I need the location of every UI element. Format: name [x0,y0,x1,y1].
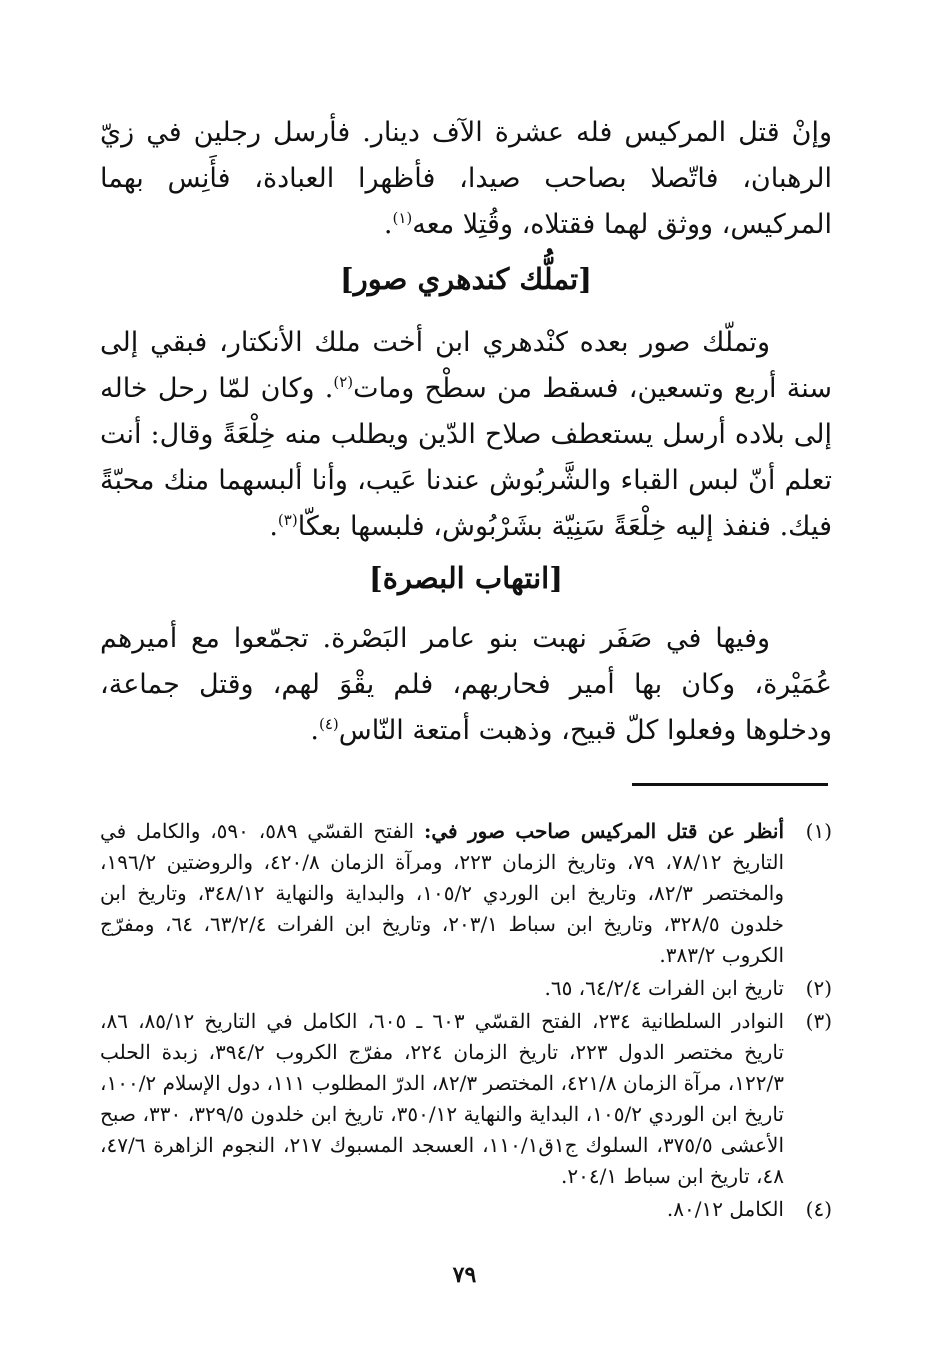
footnote-number: (١) [805,819,832,843]
footnote-ref-1: (١) [392,209,413,227]
paragraph-text: وتملّك صور بعده كنْدهري ابن أخت ملك الأنكتار، فبقي إلى سنة أربع وتسعين، فسقط من سطْح ومات [100,327,833,404]
footnote-separator [632,783,828,786]
footnote-number: (٢) [805,976,832,1000]
footnote-4 [100,1194,832,1225]
footnote-number: (٤) [805,1197,832,1221]
footnote-ref-3: (٣) [277,511,298,529]
paragraph-tail: . [269,511,278,542]
footnote-ref-2: (٢) [333,373,354,391]
paragraph-kondhari-rule [100,320,832,550]
footnote-number: (٣) [805,1009,832,1033]
paragraph-text: وإنْ قتل المركيس فله عشرة الآف دينار. فأرسل رجلين في زيّ الرهبان، فاتّصلا بصاحب صيدا، فأظهرا العبادة، فأَنِس بهما المركيس، ووثق لهما فقتلاه، وقُتِلا معه [100,117,832,240]
footnote-2 [100,973,832,1004]
section-heading-basra: [انتهاب البصرة] [369,561,563,595]
page-number: ٧٩ [452,1262,477,1288]
footnote-text: النوادر السلطانية ٢٣٤، الفتح القسّي ٦٠٣ ـ ٦٠٥، الكامل في التاريخ ٨٥/١٢، ٨٦، تاريخ مختصر الدول ٢٢٣، تاريخ الزمان ٢٢٤، مفرّج الكروب ٣٩٤/٢، زبدة الحلب ١٢٢/٣، مرآة الزمان ٤٢١/٨، المختصر ٨٢/٣، الدرّ المطلوب ١١١، دول الإسلام ١٠٠/٢، تاريخ ابن الوردي ١٠٥/٢، البداية والنهاية ٣٥٠/١٢، تاريخ ابن خلدون ٣٢٩/٥، ٣٣٠، صبح الأعشى ٣٧٥/٥، السلوك ج١ق١١٠/١، العسجد المسبوك ٢١٧، النجوم الزاهرة ٤٧/٦، ٤٨، تاريخ ابن سباط ٢٠٤/١. [100,1009,785,1188]
footnote-1 [100,816,832,971]
paragraph-markis-killing [100,110,832,248]
section-heading-kondhari: [تملُّك كندهري صور] [340,262,592,296]
footnotes-section [100,816,832,1227]
footnote-lead: أنظر عن قتل المركيس صاحب صور في: [423,819,784,843]
footnote-3 [100,1006,832,1192]
paragraph-tail: . [383,209,393,240]
paragraph-text: وفيها في صَفَر نهبت بنو عامر البَصْرة. تجمّعوا مع أميرهم عُمَيْرة، وكان بها أمير فحاربهم، فلم يقْوَ لهم، وقتل جماعة، ودخلوها وفعلوا كلّ قبيح، وذهبت أمتعة النّاس [100,623,832,746]
paragraph-text: . وكان لمّا رحل خاله إلى بلاده أرسل يستعطف صلاح الدّين ويطلب منه خِلْعَةً وقال: أنت تعلم أنّ لبس القباء والشَّربُوش عندنا عَيب، وأنا ألبسهما منك محبّةً فيك. فنفذ إليه خِلْعَةً سَنِيّة بشَرْبُوش، فلبسها بعكّا [100,373,832,542]
paragraph-tail: . [310,715,319,746]
footnote-text: الكامل ٨٠/١٢. [666,1197,784,1221]
footnote-text: تاريخ ابن الفرات ٦٤/٢/٤، ٦٥. [544,976,784,1000]
footnote-text: الفتح القسّي ٥٨٩، ٥٩٠، والكامل في التاريخ ٧٨/١٢، ٧٩، وتاريخ الزمان ٢٢٣، ومرآة الزمان ٤٢٠/٨، والروضتين ١٩٦/٢، والمختصر ٨٢/٣، وتاريخ ابن الوردي ١٠٥/٢، والبداية والنهاية ٣٤٨/١٢، وتاريخ ابن خلدون ٣٢٨/٥، وتاريخ ابن سباط ٢٠٣/١، وتاريخ ابن الفرات ٦٣/٢/٤، ٦٤، ومفرّج الكروب ٣٨٣/٢. [100,819,785,967]
footnote-ref-4: (٤) [318,715,339,733]
paragraph-basra-looting [100,616,832,754]
